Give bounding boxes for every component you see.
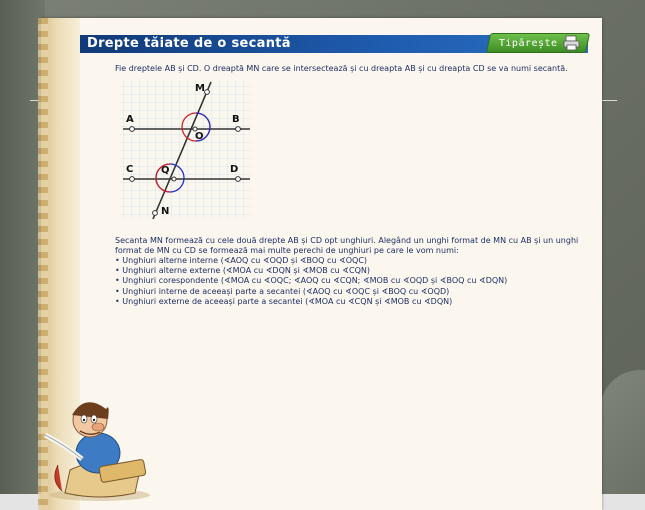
list-item: • Unghiuri corespondente (∢MOA cu ∢OQC; ∢AOQ cu ∢CQN; ∢MOB cu ∢OQD și ∢BOQ cu ∢DQN) — [115, 276, 590, 286]
background-corner-panel — [600, 370, 645, 510]
label-c: C — [126, 164, 134, 175]
point-m — [205, 90, 210, 95]
list-item: • Unghiuri alterne interne (∢AOQ cu ∢OQD și ∢BOQ cu ∢OQC) — [115, 256, 590, 266]
label-q: Q — [161, 165, 170, 176]
list-item: • Unghiuri interne de aceeași parte a secantei (∢AOQ cu ∢OQC și ∢BOQ cu ∢OQD) — [115, 287, 590, 297]
intro-text: Fie dreptele AB și CD. O dreaptă MN care se intersectează și cu dreapta AB și cu dreapta CD se va numi secantă. — [115, 64, 568, 73]
label-m: M — [195, 83, 205, 94]
label-a: A — [126, 114, 134, 125]
explanation-paragraph: Secanta MN formează cu cele două drepte AB și CD opt unghiuri. Alegând un unghi format de MN cu AB și un unghi format de MN cu CD se formează mai multe perechi de unghiuri pe care le vom numi: — [115, 236, 579, 255]
point-n — [153, 211, 158, 216]
grid-background — [120, 80, 250, 218]
point-d — [236, 177, 241, 182]
transversal-diagram — [115, 78, 255, 223]
decor-line-right — [602, 100, 617, 101]
list-item: • Unghiuri alterne externe (∢MOA cu ∢DQN și ∢MOB cu ∢CQN) — [115, 266, 590, 276]
label-d: D — [230, 164, 239, 175]
label-n: N — [161, 206, 170, 217]
point-c — [130, 177, 135, 182]
page-title: Drepte tăiate de o secantă — [87, 36, 291, 51]
angle-pairs-list — [115, 256, 590, 307]
print-button-label: Tipărește — [499, 37, 558, 49]
list-item: • Unghiuri externe de aceeași parte a secantei (∢MOA cu ∢CQN și ∢MOB cu ∢DQN) — [115, 297, 590, 307]
printer-icon[interactable] — [563, 35, 581, 51]
scribe-mascot-illustration — [40, 375, 165, 503]
point-a — [130, 127, 135, 132]
point-q — [172, 177, 176, 181]
label-o: O — [195, 131, 204, 142]
label-b: B — [232, 114, 240, 125]
point-b — [236, 127, 241, 132]
